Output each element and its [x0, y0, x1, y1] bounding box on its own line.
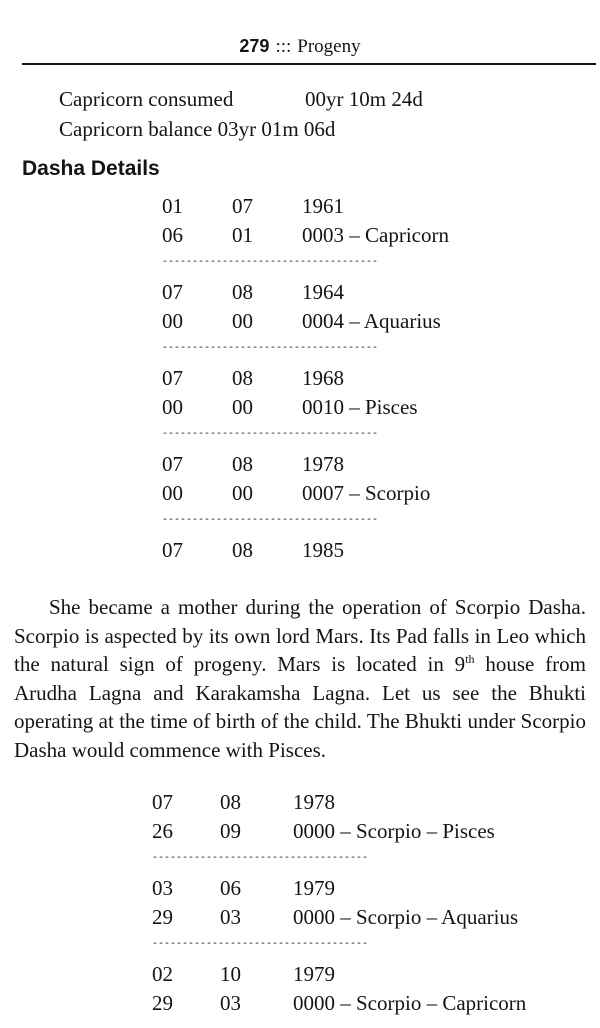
header-rule [22, 63, 596, 65]
body-paragraph [14, 593, 586, 765]
year-period-cell: 1978 [302, 452, 344, 476]
page-header [0, 34, 600, 59]
year-period-cell: 1979 [293, 876, 335, 900]
bhukti-row [152, 788, 526, 817]
consumed-row [59, 84, 423, 114]
dashed-separator [162, 422, 449, 450]
dashed-separator-line: ------------------------------------ [162, 429, 379, 440]
day-cell: 00 [162, 481, 183, 505]
month-cell: 03 [220, 905, 241, 929]
year-period-cell: 0000 – Scorpio – Pisces [293, 819, 495, 843]
dasha-row [162, 450, 449, 479]
balance-row [59, 114, 423, 144]
year-period-cell: 1968 [302, 366, 344, 390]
month-cell: 09 [220, 819, 241, 843]
paragraph-text: She became a mother during the operation of Scorpio Dasha. Scorpio is aspected by its own lord Mars. Its Pad falls in Leo which the natural sign of progeny. Mars is located in 9 [14, 595, 586, 677]
day-cell: 07 [152, 790, 173, 814]
day-cell: 00 [162, 309, 183, 333]
month-cell: 03 [220, 991, 241, 1015]
day-cell: 29 [152, 905, 173, 929]
dasha-row [162, 479, 449, 508]
month-cell: 08 [232, 452, 253, 476]
dasha-row [162, 393, 449, 422]
dasha-row [162, 307, 449, 336]
bhukti-row [152, 960, 526, 989]
dashed-separator-line: ------------------------------------ [152, 853, 369, 864]
month-cell: 08 [232, 538, 253, 562]
bhukti-row [152, 817, 526, 846]
day-cell: 07 [162, 538, 183, 562]
consumed-block [59, 84, 423, 144]
dasha-row [162, 221, 449, 250]
paragraph-text-continued: house from Arudha Lagna and Karakamsha Lagna. Let us see the Bhukti operating at the time of birth of the child. The Bhukti under Scorpio Dasha would commence with Pisces. [14, 652, 586, 762]
dasha-row [162, 364, 449, 393]
month-cell: 00 [232, 395, 253, 419]
dashed-separator [162, 336, 449, 364]
dasha-row [162, 192, 449, 221]
bhukti-table [152, 788, 526, 1018]
year-period-cell: 0010 – Pisces [302, 395, 418, 419]
month-cell: 06 [220, 876, 241, 900]
dashed-separator-line: ------------------------------------ [152, 939, 369, 950]
day-cell: 07 [162, 452, 183, 476]
bhukti-row [152, 989, 526, 1018]
year-period-cell: 0004 – Aquarius [302, 309, 441, 333]
chapter-title: Progeny [297, 36, 361, 57]
month-cell: 07 [232, 194, 253, 218]
dasha-row [162, 536, 449, 565]
month-cell: 08 [232, 366, 253, 390]
ordinal-superscript: th [465, 652, 475, 667]
dashed-separator [152, 932, 526, 960]
year-period-cell: 0000 – Scorpio – Capricorn [293, 991, 527, 1015]
day-cell: 26 [152, 819, 173, 843]
dashed-separator [162, 250, 449, 278]
year-period-cell: 1961 [302, 194, 344, 218]
month-cell: 01 [232, 223, 253, 247]
day-cell: 02 [152, 962, 173, 986]
dashed-separator [152, 846, 526, 874]
day-cell: 03 [152, 876, 173, 900]
bhukti-row [152, 874, 526, 903]
consumed-value: 00yr 10m 24d [305, 87, 423, 111]
day-cell: 07 [162, 366, 183, 390]
day-cell: 29 [152, 991, 173, 1015]
year-period-cell: 1985 [302, 538, 344, 562]
section-title: Dasha Details [22, 157, 160, 180]
day-cell: 07 [162, 280, 183, 304]
year-period-cell: 0007 – Scorpio [302, 481, 431, 505]
bhukti-row [152, 903, 526, 932]
dashed-separator-line: ------------------------------------ [162, 257, 379, 268]
month-cell: 00 [232, 309, 253, 333]
day-cell: 06 [162, 223, 183, 247]
dashed-separator [162, 508, 449, 536]
day-cell: 01 [162, 194, 183, 218]
balance-label: Capricorn balance [59, 117, 213, 141]
year-period-cell: 0003 – Capricorn [302, 223, 449, 247]
month-cell: 10 [220, 962, 241, 986]
month-cell: 08 [232, 280, 253, 304]
balance-value: 03yr 01m 06d [217, 117, 336, 141]
year-period-cell: 1979 [293, 962, 335, 986]
year-period-cell: 0000 – Scorpio – Aquarius [293, 905, 519, 929]
year-period-cell: 1964 [302, 280, 344, 304]
header-separator: ::: [275, 36, 292, 57]
month-cell: 08 [220, 790, 241, 814]
month-cell: 00 [232, 481, 253, 505]
day-cell: 00 [162, 395, 183, 419]
dasha-row [162, 278, 449, 307]
year-period-cell: 1978 [293, 790, 335, 814]
page-number: 279 [239, 36, 270, 56]
dashed-separator-line: ------------------------------------ [162, 515, 379, 526]
dashed-separator-line: ------------------------------------ [162, 343, 379, 354]
consumed-label: Capricorn consumed [59, 87, 234, 111]
dasha-table [162, 192, 449, 565]
